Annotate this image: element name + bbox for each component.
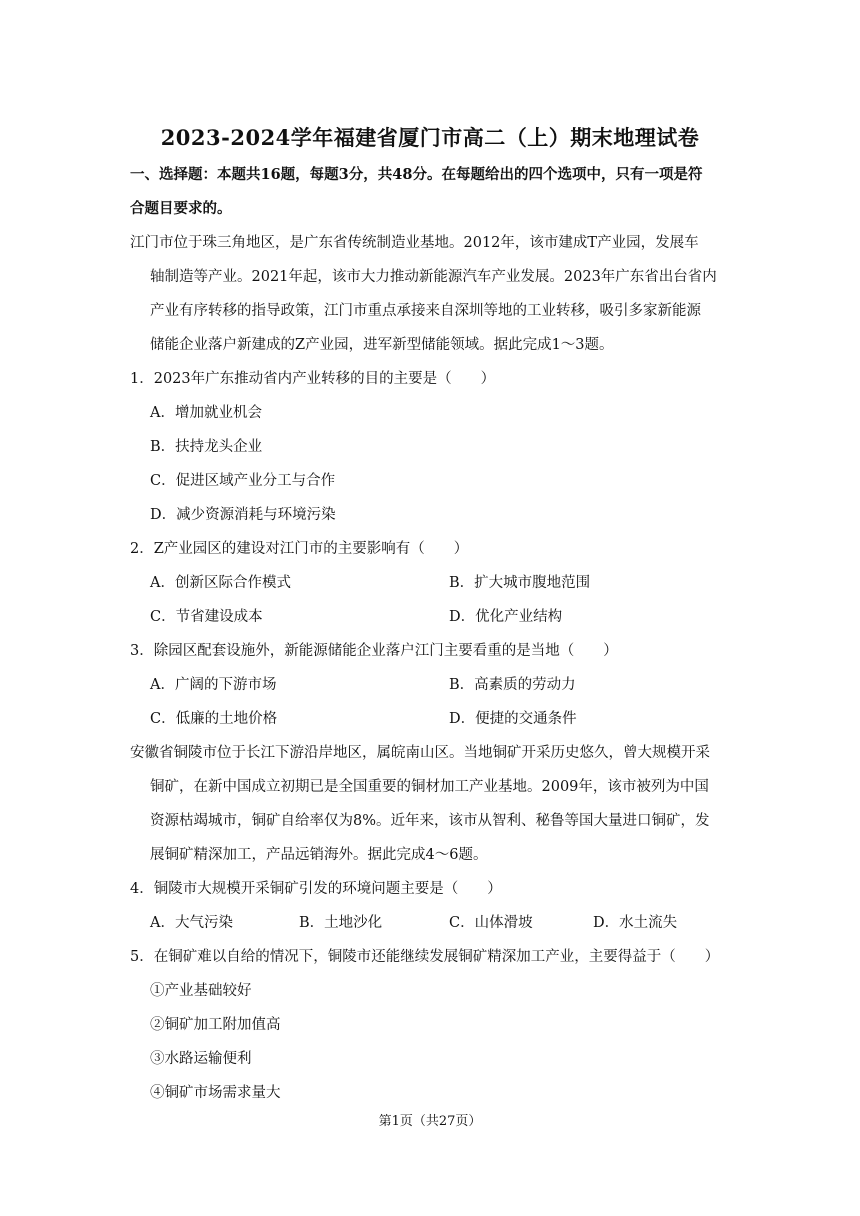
question-3-option-a: A．广阔的下游市场 bbox=[150, 677, 277, 693]
passage-line: 轴制造等产业。2021年起，该市大力推动新能源汽车产业发展。2023年广东省出台省内 bbox=[150, 269, 717, 285]
page-title: 2023-2024学年福建省厦门市高二（上）期末地理试卷 bbox=[160, 125, 700, 150]
question-2-option-c: C．节省建设成本 bbox=[150, 609, 263, 625]
question-4-option-a: A．大气污染 bbox=[150, 915, 233, 931]
question-3-stem: 3．除园区配套设施外，新能源储能企业落户江门主要看重的是当地（ ） bbox=[130, 643, 618, 659]
question-2-option-a: A．创新区际合作模式 bbox=[150, 575, 291, 591]
section-heading-line: 一、选择题：本题共16题，每题3分，共48分。在每题给出的四个选项中，只有一项是符 bbox=[130, 166, 703, 183]
question-1-option-b: B．扶持龙头企业 bbox=[150, 439, 263, 455]
question-1-option-c: C．促进区域产业分工与合作 bbox=[150, 473, 336, 489]
passage-line: 展铜矿精深加工，产品远销海外。据此完成4～6题。 bbox=[150, 847, 488, 863]
question-5-statement-3: ③水路运输便利 bbox=[150, 1051, 252, 1067]
question-2-option-d: D．优化产业结构 bbox=[449, 609, 563, 625]
question-5-statement-1: ①产业基础较好 bbox=[150, 983, 252, 999]
question-4-option-b: B．土地沙化 bbox=[299, 915, 383, 931]
passage-line: 安徽省铜陵市位于长江下游沿岸地区，属皖南山区。当地铜矿开采历史悠久，曾大规模开采 bbox=[130, 745, 710, 761]
question-1-option-a: A．增加就业机会 bbox=[150, 405, 262, 421]
question-2-option-b: B．扩大城市腹地范围 bbox=[449, 575, 591, 591]
passage-1 bbox=[130, 226, 735, 362]
question-1-stem: 1．2023年广东推动省内产业转移的目的主要是（ ） bbox=[130, 371, 496, 387]
page-footer: 第1页（共27页） bbox=[378, 1114, 482, 1129]
question-4-option-c: C．山体滑坡 bbox=[449, 915, 533, 931]
question-5-statement-2: ②铜矿加工附加值高 bbox=[150, 1017, 281, 1033]
passage-line: 储能企业落户新建成的Z产业园，进军新型储能领域。据此完成1～3题。 bbox=[150, 337, 614, 353]
question-5-stem: 5．在铜矿难以自给的情况下，铜陵市还能继续发展铜矿精深加工产业，主要得益于（ ） bbox=[130, 949, 720, 965]
question-4-stem: 4．铜陵市大规模开采铜矿引发的环境问题主要是（ ） bbox=[130, 881, 502, 897]
section-heading bbox=[130, 158, 735, 226]
question-4-option-d: D．水土流失 bbox=[593, 915, 678, 931]
passage-line: 铜矿，在新中国成立初期已是全国重要的铜材加工产业基地。2009年，该市被列为中国 bbox=[150, 779, 709, 795]
question-1-option-d: D．减少资源消耗与环境污染 bbox=[150, 507, 336, 523]
passage-line: 江门市位于珠三角地区，是广东省传统制造业基地。2012年，该市建成T产业园，发展车 bbox=[130, 235, 699, 251]
question-2-stem: 2．Z产业园区的建设对江门市的主要影响有（ ） bbox=[130, 541, 469, 557]
question-3-option-b: B．高素质的劳动力 bbox=[449, 677, 576, 693]
question-3-option-c: C．低廉的土地价格 bbox=[150, 711, 278, 727]
question-5-statement-4: ④铜矿市场需求量大 bbox=[150, 1085, 281, 1101]
passage-line: 资源枯竭城市，铜矿自给率仅为8%。近年来，该市从智利、秘鲁等国大量进口铜矿，发 bbox=[150, 813, 710, 829]
passage-line: 产业有序转移的指导政策，江门市重点承接来自深圳等地的工业转移，吸引多家新能源 bbox=[150, 303, 701, 319]
passage-2 bbox=[130, 736, 735, 872]
section-heading-line: 合题目要求的。 bbox=[130, 200, 232, 217]
question-3-option-d: D．便捷的交通条件 bbox=[449, 711, 577, 727]
